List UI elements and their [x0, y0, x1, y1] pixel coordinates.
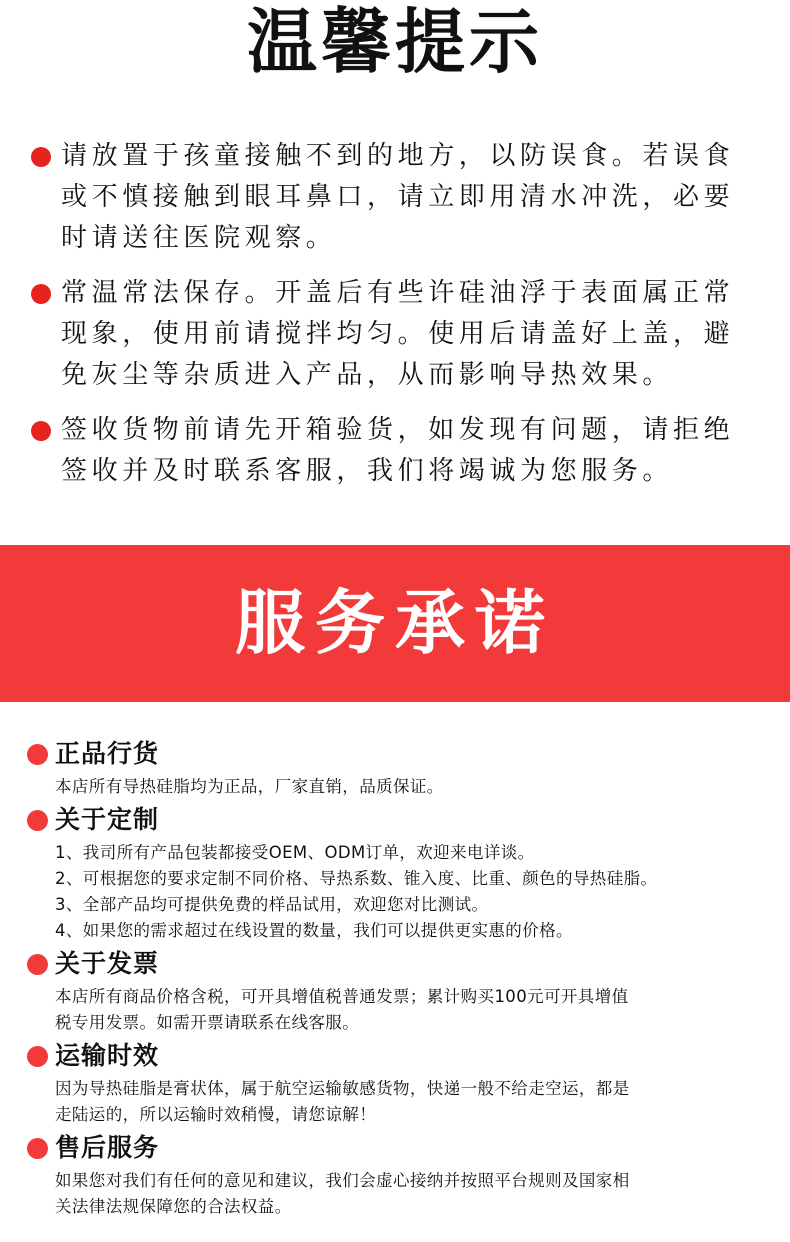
- notice-title: 温馨提示: [247, 1, 543, 83]
- bullet-dot-icon: [31, 421, 51, 441]
- notice-line: 签收并及时联系客服，我们将竭诚为您服务。: [61, 456, 674, 486]
- service-line: 3、全部产品均可提供免费的样品试用，欢迎您对比测试。: [55, 895, 489, 914]
- service-line: 税专用发票。如需开票请联系在线客服。: [55, 1013, 360, 1032]
- bullet-dot-icon: [27, 1046, 48, 1067]
- service-line: 4、如果您的需求超过在线设置的数量，我们可以提供更实惠的价格。: [55, 921, 573, 940]
- service-heading: 售后服务: [55, 1133, 160, 1162]
- service-line: 1、我司所有产品包装都接受OEM、ODM订单，欢迎来电详谈。: [55, 843, 535, 862]
- service-heading: 运输时效: [55, 1041, 160, 1070]
- service-item: [0, 947, 790, 1036]
- service-item: [0, 803, 790, 944]
- bullet-dot-icon: [27, 954, 48, 975]
- service-banner: [0, 545, 790, 702]
- service-banner-title: 服务承诺: [235, 582, 555, 664]
- bullet-dot-icon: [27, 810, 48, 831]
- service-line: 如果您对我们有任何的意见和建议，我们会虚心接纳并按照平台规则及国家相: [55, 1171, 630, 1190]
- service-item: [0, 1039, 790, 1128]
- notice-item: [0, 273, 790, 396]
- service-line: 走陆运的，所以运输时效稍慢，请您谅解！: [55, 1105, 377, 1124]
- notice-line: 时请送往医院观察。: [61, 223, 337, 253]
- notice-line: 或不慎接触到眼耳鼻口，请立即用清水冲洗，必要: [61, 182, 735, 212]
- notice-item: [0, 136, 790, 259]
- bullet-dot-icon: [31, 147, 51, 167]
- service-heading: 关于发票: [55, 949, 160, 978]
- service-line: 关法律法规保障您的合法权益。: [55, 1197, 292, 1216]
- bullet-dot-icon: [31, 284, 51, 304]
- notice-line: 常温常法保存。开盖后有些许硅油浮于表面属正常: [61, 278, 735, 308]
- service-line: 2、可根据您的要求定制不同价格、导热系数、锥入度、比重、颜色的导热硅脂。: [55, 869, 658, 888]
- service-line: 因为导热硅脂是膏状体，属于航空运输敏感货物，快递一般不给走空运，都是: [55, 1079, 630, 1098]
- service-line: 本店所有商品价格含税，可开具增值税普通发票；累计购买100元可开具增值: [55, 987, 629, 1006]
- bullet-dot-icon: [27, 744, 48, 765]
- service-heading: 关于定制: [55, 805, 160, 834]
- notice-line: 请放置于孩童接触不到的地方，以防误食。若误食: [61, 141, 735, 171]
- notice-line: 签收货物前请先开箱验货，如发现有问题，请拒绝: [61, 415, 735, 445]
- notice-line: 免灰尘等杂质进入产品，从而影响导热效果。: [61, 360, 674, 390]
- notice-item: [0, 410, 790, 492]
- service-item: [0, 737, 790, 800]
- notice-list: [0, 136, 790, 506]
- service-item: [0, 1131, 790, 1220]
- notice-line: 现象，使用前请搅拌均匀。使用后请盖好上盖，避: [61, 319, 735, 349]
- service-heading: 正品行货: [55, 739, 160, 768]
- service-line: 本店所有导热硅脂均为正品，厂家直销，品质保证。: [55, 777, 444, 796]
- service-list: [0, 737, 790, 1223]
- bullet-dot-icon: [27, 1138, 48, 1159]
